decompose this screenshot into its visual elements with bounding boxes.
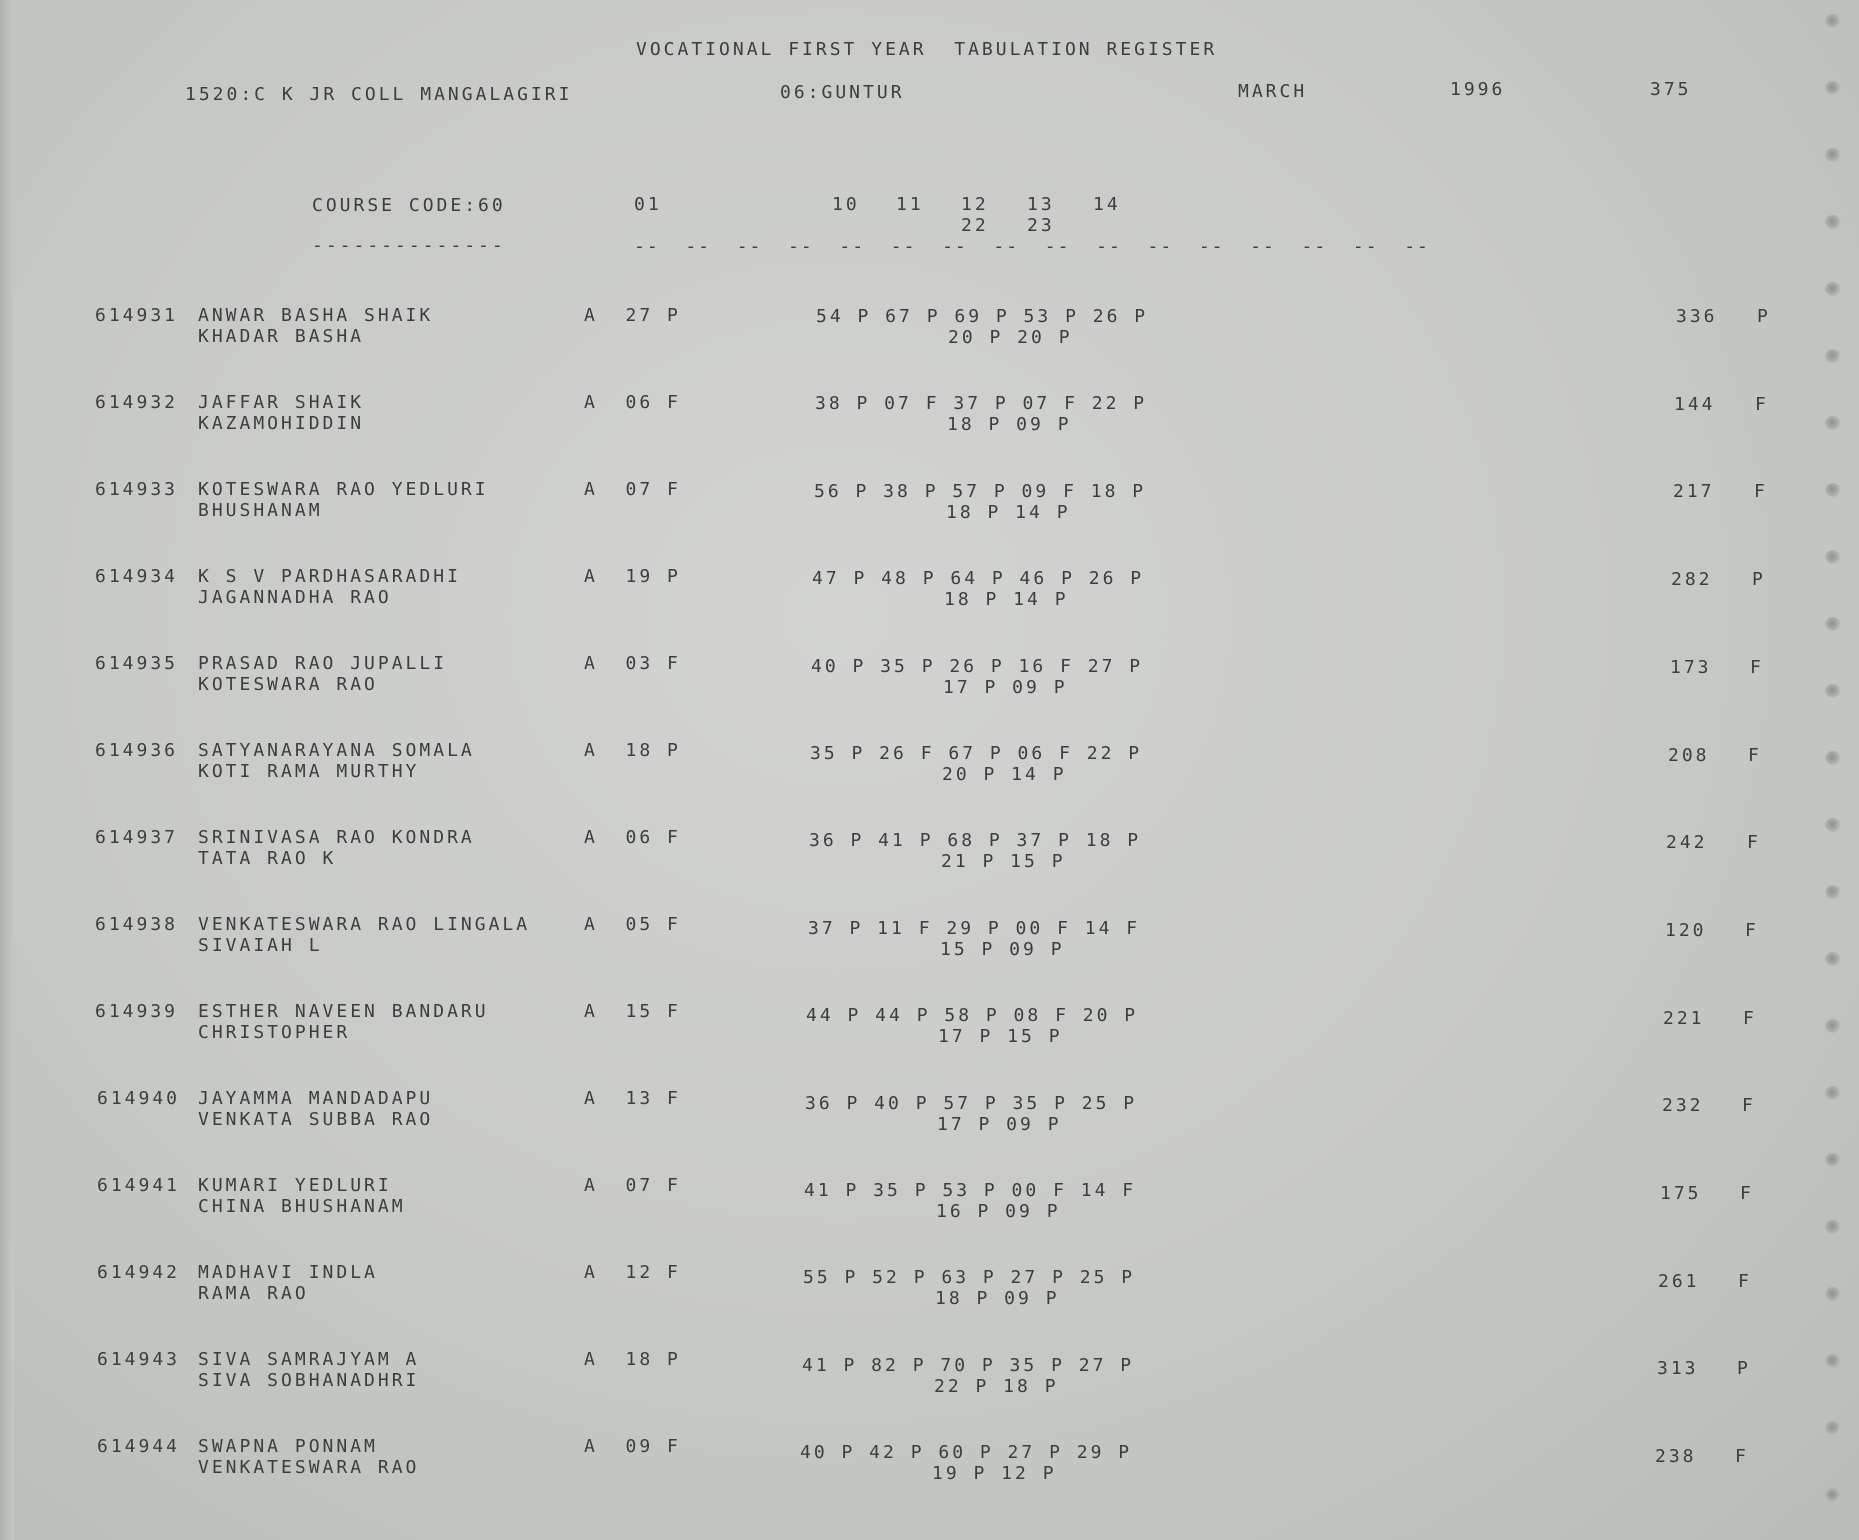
feed-hole	[1825, 282, 1841, 296]
father-name: KAZAMOHIDDIN	[198, 413, 365, 434]
col-header-01: 01	[634, 194, 662, 215]
feed-hole	[1825, 684, 1841, 698]
feed-hole	[1825, 1153, 1841, 1167]
student-id: 614944	[97, 1436, 181, 1457]
student-id: 614940	[97, 1088, 181, 1109]
subject-marks-part2: 20 P 14 P	[942, 764, 1067, 785]
student-name: ESTHER NAVEEN BANDARU	[198, 1001, 489, 1022]
col-header-23: 23	[1027, 215, 1055, 236]
subject-marks: 56 P 38 P 57 P 09 F 18 P	[814, 481, 1147, 502]
subject-marks-part2: 17 P 15 P	[938, 1026, 1063, 1047]
subject-marks: 37 P 11 F 29 P 00 F 14 F	[808, 918, 1141, 939]
feed-hole	[1825, 617, 1841, 631]
total-marks: 336	[1676, 306, 1718, 327]
exam-month: MARCH	[1238, 81, 1308, 102]
feed-hole	[1825, 1019, 1841, 1033]
district-name: 06:GUNTUR	[780, 82, 905, 103]
subject-marks-part2: 19 P 12 P	[932, 1463, 1057, 1484]
total-marks: 144	[1674, 394, 1716, 415]
student-id: 614932	[95, 392, 179, 413]
feed-hole	[1825, 215, 1841, 229]
feed-hole	[1825, 751, 1841, 765]
subject-marks: 41 P 82 P 70 P 35 P 27 P	[802, 1355, 1135, 1376]
column-dash-rule: -- -- -- -- -- -- -- -- -- -- -- -- -- -- -- --	[634, 236, 1430, 257]
feed-hole	[1825, 81, 1841, 95]
student-id: 614941	[97, 1175, 181, 1196]
student-name: SRINIVASA RAO KONDRA	[198, 827, 475, 848]
subject-marks: 55 P 52 P 63 P 27 P 25 P	[803, 1267, 1136, 1288]
subject-marks-part2: 21 P 15 P	[941, 851, 1066, 872]
subject-marks-part2: 17 P 09 P	[943, 677, 1068, 698]
father-name: VENKATA SUBBA RAO	[198, 1109, 434, 1130]
col-header-22: 22	[961, 215, 989, 236]
father-name: RAMA RAO	[198, 1283, 309, 1304]
tractor-feed-holes	[1799, 0, 1859, 1540]
student-name: KOTESWARA RAO YEDLURI	[198, 479, 489, 500]
father-name: SIVA SOBHANADHRI	[198, 1370, 420, 1391]
col-header-13: 13	[1027, 194, 1055, 215]
student-name: JAYAMMA MANDADAPU	[198, 1088, 434, 1109]
result-status: P	[1737, 1358, 1751, 1379]
subject-marks-part2: 18 P 14 P	[944, 589, 1069, 610]
father-name: TATA RAO K	[198, 848, 337, 869]
student-name: SIVA SAMRAJYAM A	[198, 1349, 420, 1370]
father-name: KHADAR BASHA	[198, 326, 365, 347]
feed-hole	[1825, 1354, 1841, 1368]
col-header-12: 12	[961, 194, 989, 215]
subject-marks-part2: 18 P 09 P	[947, 414, 1072, 435]
page-number: 375	[1650, 79, 1692, 100]
student-name: K S V PARDHASARADHI	[198, 566, 461, 587]
result-status: F	[1747, 832, 1761, 853]
result-status: F	[1745, 920, 1759, 941]
student-name: KUMARI YEDLURI	[198, 1175, 392, 1196]
father-name: BHUSHANAM	[198, 500, 323, 521]
subject-marks-part2: 15 P 09 P	[940, 939, 1065, 960]
result-status: P	[1757, 306, 1771, 327]
result-status: P	[1752, 569, 1766, 590]
feed-hole	[1825, 1220, 1841, 1234]
feed-hole	[1825, 1421, 1841, 1435]
subject-01-mark: A 09 F	[584, 1436, 681, 1457]
feed-hole	[1825, 14, 1841, 28]
subject-marks: 38 P 07 F 37 P 07 F 22 P	[815, 393, 1148, 414]
student-id: 614937	[95, 827, 179, 848]
feed-hole	[1825, 349, 1841, 363]
col-header-14: 14	[1093, 194, 1121, 215]
father-name: JAGANNADHA RAO	[198, 587, 392, 608]
result-status: F	[1740, 1183, 1754, 1204]
subject-01-mark: A 07 F	[584, 479, 681, 500]
student-name: PRASAD RAO JUPALLI	[198, 653, 448, 674]
subject-marks: 54 P 67 P 69 P 53 P 26 P	[816, 306, 1149, 327]
feed-hole	[1825, 416, 1841, 430]
feed-hole	[1825, 818, 1841, 832]
register-title: VOCATIONAL FIRST YEAR TABULATION REGISTER	[636, 39, 1218, 60]
father-name: KOTESWARA RAO	[198, 674, 378, 695]
total-marks: 221	[1663, 1008, 1705, 1029]
student-name: JAFFAR SHAIK	[198, 392, 365, 413]
course-code: COURSE CODE:60	[312, 195, 506, 216]
student-id: 614939	[95, 1001, 179, 1022]
subject-01-mark: A 05 F	[584, 914, 681, 935]
father-name: CHINA BHUSHANAM	[198, 1196, 406, 1217]
student-id: 614934	[95, 566, 179, 587]
result-status: F	[1750, 657, 1764, 678]
total-marks: 238	[1655, 1446, 1697, 1467]
subject-01-mark: A 18 P	[584, 1349, 681, 1370]
student-name: MADHAVI INDLA	[198, 1262, 378, 1283]
subject-01-mark: A 12 F	[584, 1262, 681, 1283]
father-name: KOTI RAMA MURTHY	[198, 761, 420, 782]
student-id: 614931	[95, 305, 179, 326]
total-marks: 120	[1665, 920, 1707, 941]
feed-hole	[1825, 1488, 1841, 1502]
col-header-11: 11	[896, 194, 924, 215]
total-marks: 242	[1666, 832, 1708, 853]
student-name: VENKATESWARA RAO LINGALA	[198, 914, 531, 935]
feed-hole	[1825, 550, 1841, 564]
subject-marks-part2: 16 P 09 P	[936, 1201, 1061, 1222]
total-marks: 173	[1670, 657, 1712, 678]
feed-hole	[1825, 483, 1841, 497]
result-status: F	[1742, 1095, 1756, 1116]
subject-marks-part2: 17 P 09 P	[937, 1114, 1062, 1135]
college-name: 1520:C K JR COLL MANGALAGIRI	[185, 84, 573, 105]
result-status: F	[1743, 1008, 1757, 1029]
result-status: F	[1754, 481, 1768, 502]
total-marks: 217	[1673, 481, 1715, 502]
subject-marks: 47 P 48 P 64 P 46 P 26 P	[812, 568, 1145, 589]
subject-marks-part2: 18 P 09 P	[935, 1288, 1060, 1309]
feed-hole	[1825, 1086, 1841, 1100]
subject-marks: 44 P 44 P 58 P 08 F 20 P	[806, 1005, 1139, 1026]
student-id: 614936	[95, 740, 179, 761]
total-marks: 282	[1671, 569, 1713, 590]
student-name: SWAPNA PONNAM	[198, 1436, 378, 1457]
result-status: F	[1748, 745, 1762, 766]
student-name: SATYANARAYANA SOMALA	[198, 740, 475, 761]
subject-marks: 40 P 35 P 26 P 16 F 27 P	[811, 656, 1144, 677]
subject-marks: 35 P 26 F 67 P 06 F 22 P	[810, 743, 1143, 764]
father-name: SIVAIAH L	[198, 935, 323, 956]
feed-hole	[1825, 148, 1841, 162]
result-status: F	[1755, 394, 1769, 415]
subject-marks-part2: 20 P 20 P	[948, 327, 1073, 348]
total-marks: 313	[1657, 1358, 1699, 1379]
student-id: 614942	[97, 1262, 181, 1283]
student-id: 614943	[97, 1349, 181, 1370]
subject-01-mark: A 18 P	[584, 740, 681, 761]
subject-01-mark: A 07 F	[584, 1175, 681, 1196]
subject-marks-part2: 22 P 18 P	[934, 1376, 1059, 1397]
subject-marks: 36 P 41 P 68 P 37 P 18 P	[809, 830, 1142, 851]
father-name: VENKATESWARA RAO	[198, 1457, 420, 1478]
total-marks: 175	[1660, 1183, 1702, 1204]
student-id: 614935	[95, 653, 179, 674]
student-id: 614938	[95, 914, 179, 935]
col-header-10: 10	[832, 194, 860, 215]
student-id: 614933	[95, 479, 179, 500]
feed-hole	[1825, 885, 1841, 899]
subject-01-mark: A 27 P	[584, 305, 681, 326]
total-marks: 232	[1662, 1095, 1704, 1116]
subject-marks: 36 P 40 P 57 P 35 P 25 P	[805, 1093, 1138, 1114]
subject-01-mark: A 06 F	[584, 827, 681, 848]
total-marks: 208	[1668, 745, 1710, 766]
subject-marks: 40 P 42 P 60 P 27 P 29 P	[800, 1442, 1133, 1463]
course-code-underline: --------------	[312, 235, 506, 256]
total-marks: 261	[1658, 1271, 1700, 1292]
subject-01-mark: A 13 F	[584, 1088, 681, 1109]
father-name: CHRISTOPHER	[198, 1022, 351, 1043]
subject-01-mark: A 03 F	[584, 653, 681, 674]
subject-01-mark: A 15 F	[584, 1001, 681, 1022]
exam-year: 1996	[1450, 79, 1506, 100]
result-status: F	[1735, 1446, 1749, 1467]
feed-hole	[1825, 952, 1841, 966]
result-status: F	[1738, 1271, 1752, 1292]
subject-01-mark: A 06 F	[584, 392, 681, 413]
subject-01-mark: A 19 P	[584, 566, 681, 587]
student-name: ANWAR BASHA SHAIK	[198, 305, 434, 326]
subject-marks-part2: 18 P 14 P	[946, 502, 1071, 523]
paper-left-edge	[0, 0, 14, 1540]
subject-marks: 41 P 35 P 53 P 00 F 14 F	[804, 1180, 1137, 1201]
feed-hole	[1825, 1287, 1841, 1301]
